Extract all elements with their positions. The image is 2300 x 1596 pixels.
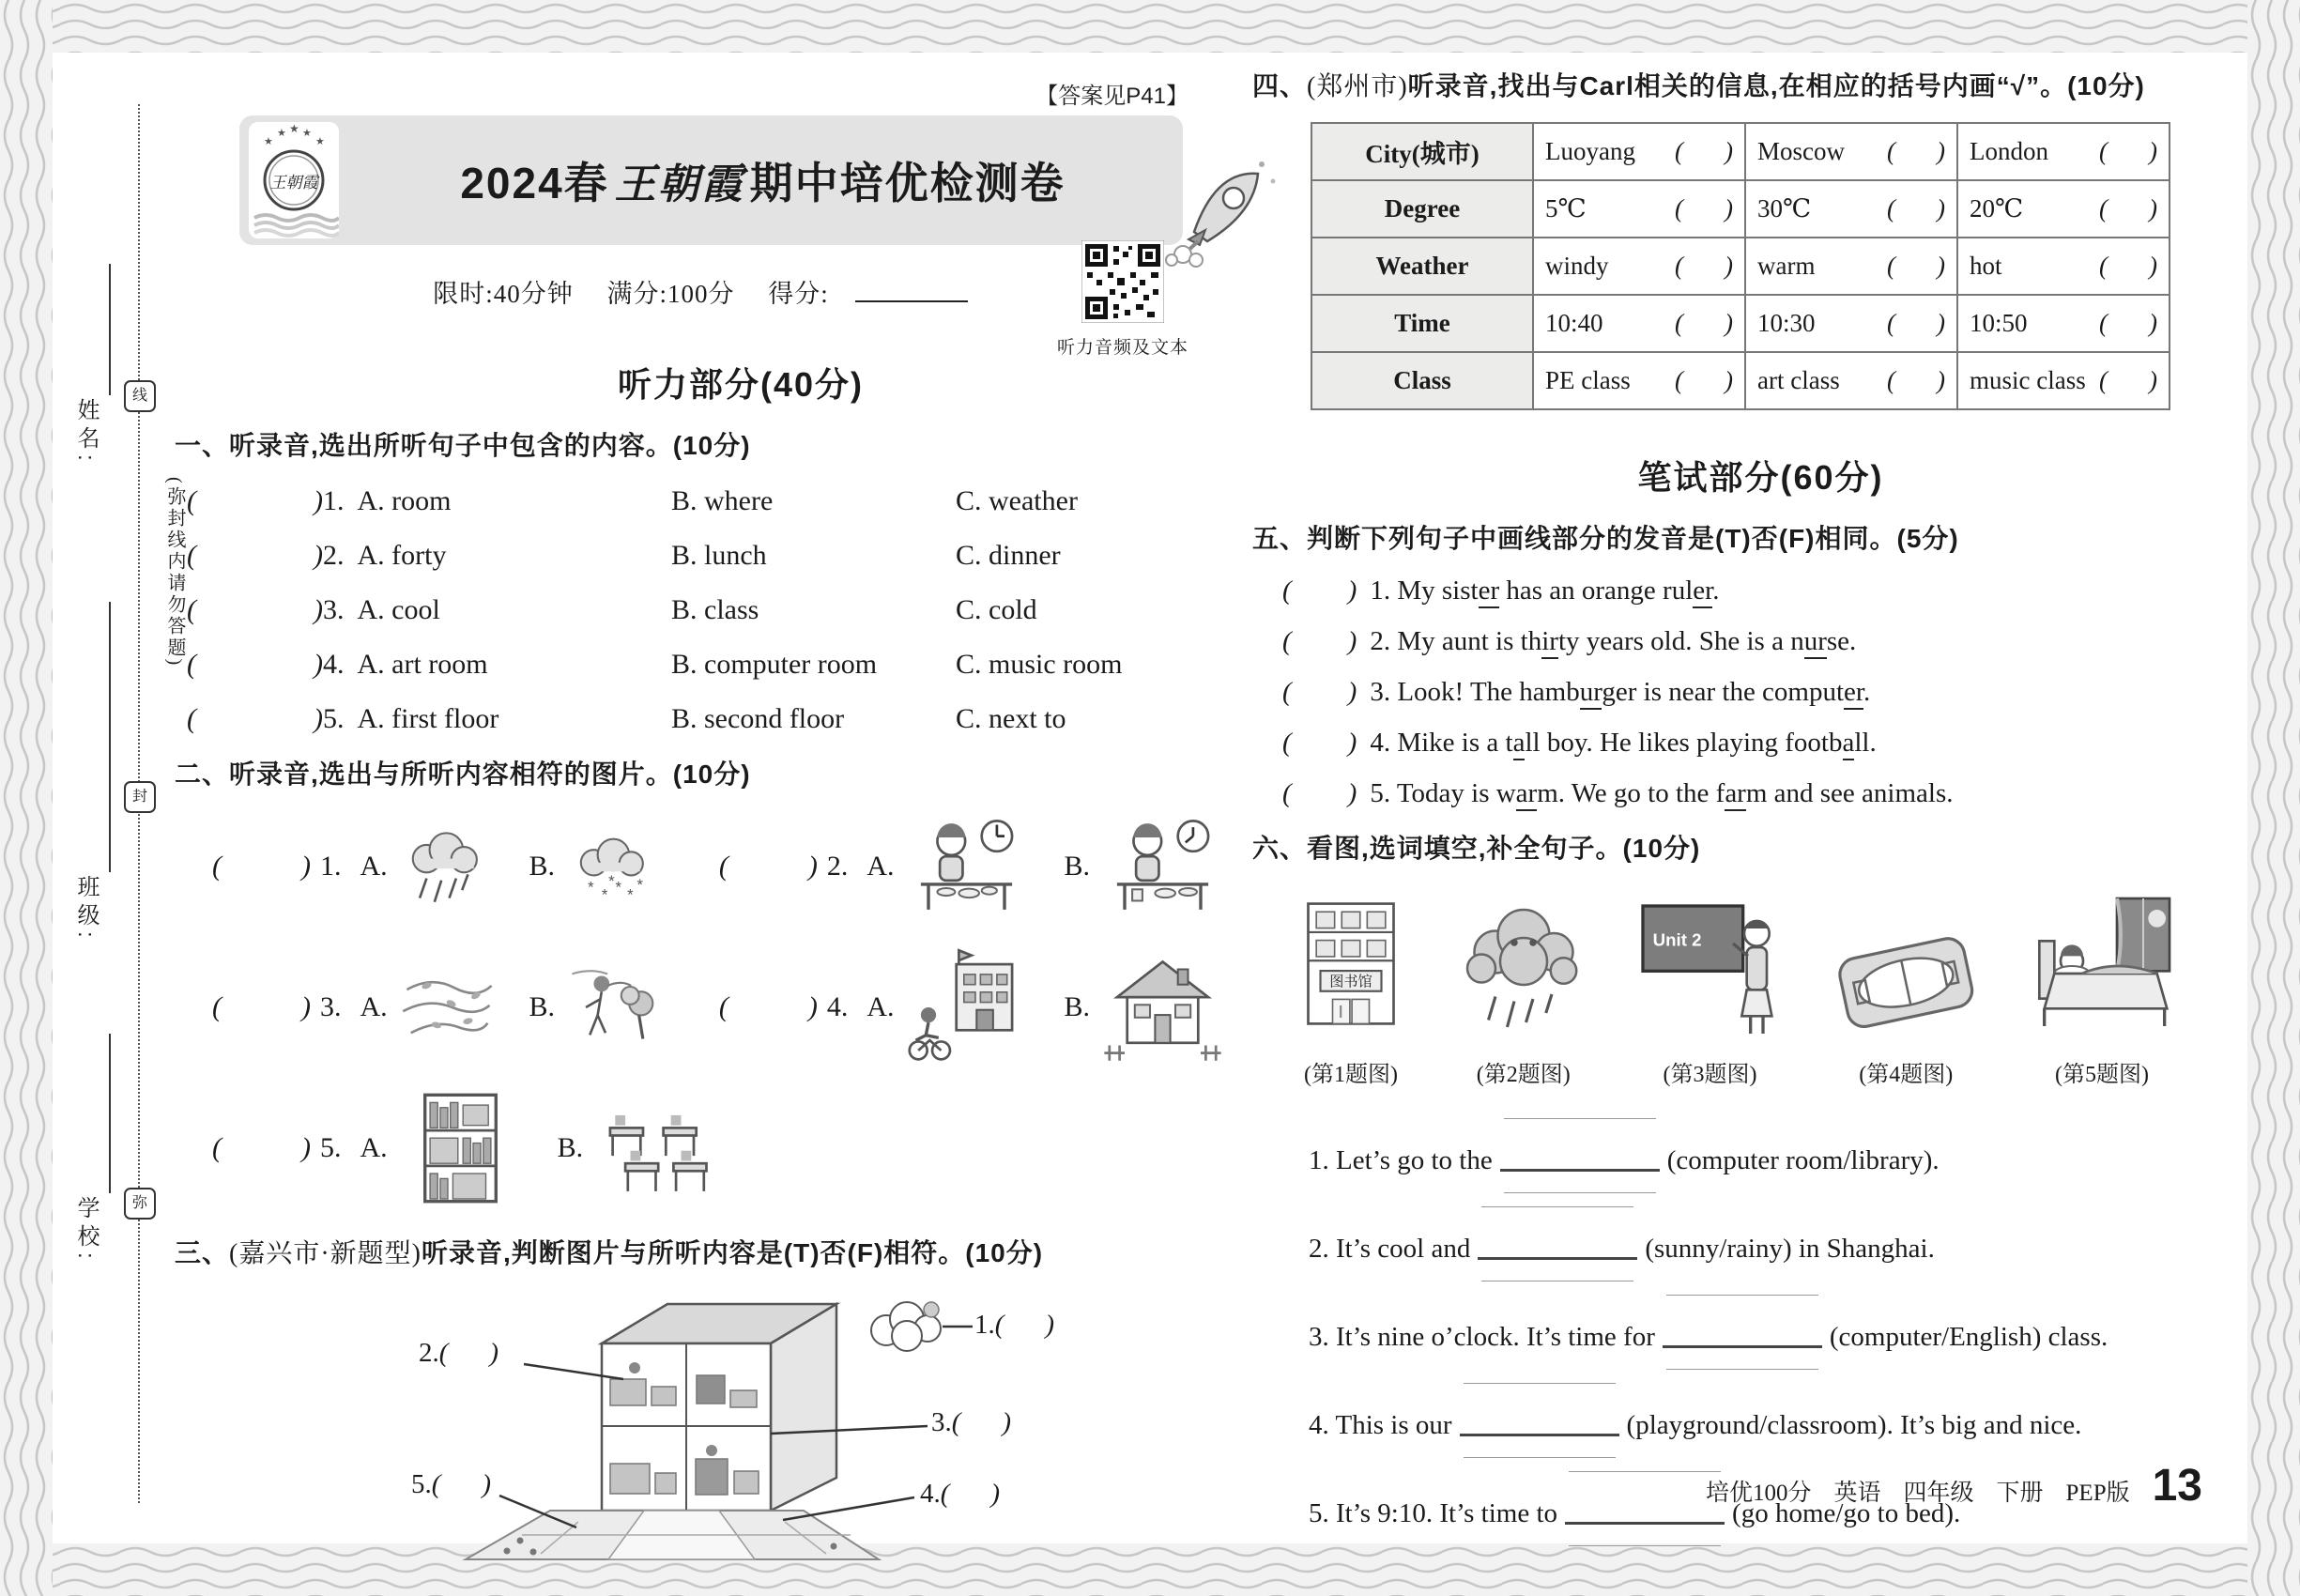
footer-subject: 英语 xyxy=(1833,1481,1881,1506)
library-sign-text: 图书馆 xyxy=(1329,974,1372,990)
sleeping-child-bed-image xyxy=(2027,891,2177,1041)
fill-blank xyxy=(1500,1141,1660,1172)
table-row: Time 10:40 ( ) 10:30 ( ) 10:50 ( ) xyxy=(1311,295,2170,352)
table-row: Degree 5℃ ( ) 30℃ ( ) 20℃ ( ) xyxy=(1311,180,2170,238)
page-footer xyxy=(1683,1460,2202,1512)
brand-logo xyxy=(249,122,339,238)
picture-caption: (第4题图) xyxy=(1859,1063,1954,1087)
option-b: B. lunch xyxy=(671,540,767,571)
full-score: 满分:100分 xyxy=(606,280,735,308)
written-heading: 笔试部分(60分) xyxy=(1637,458,1884,497)
footer-edition: PEP版 xyxy=(2065,1481,2130,1506)
answer-slot: ( ) xyxy=(187,485,323,516)
option-c: C. music room xyxy=(956,649,1123,680)
s2-row-2: ( ) 3. A. B. ( ) 4. A. B. xyxy=(212,942,1226,1073)
answer-slot: ( ) xyxy=(718,851,818,882)
seal-badge-mi: 弥 xyxy=(124,1188,156,1220)
teacher-blackboard-image xyxy=(1635,891,1786,1041)
listening-heading: 听力部分(40分) xyxy=(617,365,865,404)
s6-sentence-2: 2. It’s cool and (sunny/rainy) in Shanghai. xyxy=(1309,1229,2205,1265)
table-row: Class PE class ( ) art class ( ) music class ( ) xyxy=(1311,352,2170,409)
seal-badge-line: 线 xyxy=(124,380,156,412)
footer-grade: 四年级 xyxy=(1903,1481,1974,1506)
option-c: C. weather xyxy=(956,485,1078,516)
title-brand: 王朝霞 xyxy=(614,161,744,207)
school-write-line xyxy=(109,1034,111,1193)
answer-slot: ( ) xyxy=(212,851,311,882)
option-c: C. cold xyxy=(956,594,1037,625)
answer-slot: ( ) xyxy=(187,540,323,571)
picture-caption: (第5题图) xyxy=(2055,1063,2149,1087)
rocket-icon xyxy=(1164,149,1281,271)
rain-cloud-large-image xyxy=(1453,900,1594,1041)
question-source: (嘉兴市·新题型) xyxy=(229,1239,422,1268)
name-write-line xyxy=(109,264,111,395)
underlined-letters: ur xyxy=(1580,677,1602,710)
underlined-letters: ar xyxy=(1725,778,1746,811)
s2-row-3: ( ) 5. A. B. xyxy=(212,1082,1226,1214)
option-b: B. where xyxy=(671,485,774,516)
svg-text:*: * xyxy=(601,885,608,904)
svg-text:*: * xyxy=(636,876,644,895)
s1-row-4: ( ) 4. A. art room B. computer room C. music room xyxy=(187,649,1123,680)
s1-row-1: ( ) 1. A. room B. where C. weather xyxy=(187,485,1078,516)
answer-reference: 【答案见P41】 xyxy=(1035,84,1188,109)
picture-caption: (第3题图) xyxy=(1663,1063,1757,1087)
wangzhaoxia-logo-icon xyxy=(249,122,339,238)
table-row: Weather windy ( ) warm ( ) hot ( ) xyxy=(1311,238,2170,295)
page-number: 13 xyxy=(2152,1461,2202,1511)
s5-item-3: ( ) 3. Look! The hamburger is near the computer. xyxy=(1282,677,2205,708)
answer-slot: ( ) xyxy=(187,703,323,734)
girl-dinner-clock-image xyxy=(1099,801,1226,932)
class-write-line xyxy=(109,602,111,872)
s5-item-1: ( ) 1. My sister has an orange ruler. xyxy=(1282,575,2205,606)
check-slot: ( ) xyxy=(1675,309,1733,337)
row-header: Degree xyxy=(1311,180,1533,238)
check-slot: ( ) xyxy=(1887,194,1945,223)
row-header: City(城市) xyxy=(1311,123,1533,180)
section5-title: 五、判断下列句子中画线部分的发音是(T)否(F)相同。(5分) xyxy=(1252,524,1959,553)
s6-picture-3 xyxy=(1635,891,1786,1088)
section1-title: 一、听录音,选出所听句子中包含的内容。(10分) xyxy=(175,431,751,460)
girl-lunch-clock-image xyxy=(903,801,1030,932)
check-slot: ( ) xyxy=(1887,252,1945,280)
svg-text:*: * xyxy=(615,878,622,897)
svg-text:★: ★ xyxy=(264,136,273,147)
section3-title: 三、(嘉兴市·新题型)听录音,判断图片与所听内容是(T)否(F)相符。(10分) xyxy=(175,1238,1044,1268)
check-slot: ( ) xyxy=(1887,309,1945,337)
picture-caption: (第2题图) xyxy=(1476,1063,1571,1087)
check-slot: ( ) xyxy=(1675,252,1733,280)
blackboard-text: Unit 2 xyxy=(1652,929,1701,950)
answer-slot: ( ) xyxy=(1282,728,1357,758)
option-c: C. dinner xyxy=(956,540,1061,571)
row-header: Class xyxy=(1311,352,1533,409)
answer-slot: ( ) xyxy=(1282,778,1357,808)
s6-sentence-4: 4. This is our (playground/classroom). It’s big and nice. xyxy=(1309,1405,2205,1441)
house-diagram xyxy=(409,1285,1076,1567)
qr-code-icon xyxy=(1081,240,1164,323)
s6-picture-4 xyxy=(1826,910,1986,1088)
check-slot: ( ) xyxy=(1887,366,1945,394)
windy-person-tree-image xyxy=(564,942,663,1073)
section2-title: 二、听录音,选出与所听内容相符的图片。(10分) xyxy=(175,760,751,789)
time-limit: 限时:40分钟 xyxy=(433,280,574,308)
house-callout-4: 4. ( ) xyxy=(920,1479,1001,1509)
school-label: 学校: xyxy=(73,1196,99,1265)
seal-note: (弥封线内请勿答题) xyxy=(164,477,185,668)
underlined-letters: er xyxy=(1844,677,1863,710)
score-blank xyxy=(855,278,968,302)
qr-caption: 听力音频及文本 xyxy=(1056,338,1188,358)
svg-text:★: ★ xyxy=(289,122,299,135)
check-slot: ( ) xyxy=(2099,252,2157,280)
answer-slot: ( ) xyxy=(187,649,323,680)
paper-title xyxy=(361,115,1164,245)
option-b: B. second floor xyxy=(671,703,845,734)
section6-title: 六、看图,选词填空,补全句子。(10分) xyxy=(1252,834,1701,863)
check-slot: ( ) xyxy=(1887,137,1945,165)
s6-picture-2 xyxy=(1453,900,1594,1088)
logo-brand-text: 王朝霞 xyxy=(269,174,318,192)
exam-page xyxy=(53,53,2247,1543)
s5-item-4: ( ) 4. Mike is a tall boy. He likes playing football. xyxy=(1282,728,2205,759)
s1-row-3: ( ) 3. A. cool B. class C. cold xyxy=(187,594,1037,625)
svg-text:*: * xyxy=(608,871,615,890)
wave-border-top xyxy=(0,0,2300,53)
title-suffix: 期中培优检测卷 xyxy=(749,159,1066,207)
check-slot: ( ) xyxy=(1675,366,1733,394)
check-slot: ( ) xyxy=(2099,194,2157,223)
underlined-letters: er xyxy=(1693,575,1712,608)
s6-sentence-5: 5. It’s 9:10. It’s time to (go home/go to bed). xyxy=(1309,1494,2205,1529)
underlined-letters: a xyxy=(1513,728,1526,760)
rain-cloud-image xyxy=(397,801,496,932)
seal-badge-feng: 封 xyxy=(124,781,156,813)
answer-slot: ( ) xyxy=(1282,575,1357,606)
s6-picture-row xyxy=(1290,886,2177,1088)
svg-text:★: ★ xyxy=(315,136,325,147)
bookshelf-image xyxy=(397,1082,524,1214)
option-a: A. first floor xyxy=(357,703,499,734)
fill-blank xyxy=(1478,1229,1637,1260)
option-a: A. room xyxy=(357,485,452,516)
underlined-letters: ar xyxy=(1516,778,1538,811)
s1-row-2: ( ) 2. A. forty B. lunch C. dinner xyxy=(187,540,1061,571)
underlined-letters: er xyxy=(1479,575,1500,608)
house-callout-1: 1. ( ) xyxy=(974,1310,1055,1340)
snow-cloud-image xyxy=(564,801,663,932)
answer-slot: ( ) xyxy=(212,1132,311,1163)
house-callout-5: 5. ( ) xyxy=(411,1469,492,1499)
answer-slot: ( ) xyxy=(718,991,818,1022)
underlined-letters: a xyxy=(1843,728,1855,760)
playground-field-image xyxy=(1826,910,1986,1041)
footer-volume: 下册 xyxy=(1996,1481,2044,1506)
check-slot: ( ) xyxy=(1675,194,1733,223)
s5-item-5: ( ) 5. Today is warm. We go to the farm and see animals. xyxy=(1282,778,2205,809)
library-building-image xyxy=(1290,886,1412,1041)
s6-sentence-1: 1. Let’s go to the (computer room/library). xyxy=(1309,1141,2205,1176)
check-slot: ( ) xyxy=(2099,309,2157,337)
option-a: A. forty xyxy=(357,540,447,571)
check-slot: ( ) xyxy=(1675,137,1733,165)
question-source: (郑州市) xyxy=(1307,72,1408,101)
school-building-bike-image xyxy=(903,942,1030,1073)
footer-series: 培优100分 xyxy=(1705,1481,1812,1506)
answer-slot: ( ) xyxy=(1282,626,1357,656)
s2-row-1: ( ) 1. A. B. * * * * * * ( ) 2. A. B. xyxy=(212,801,1226,932)
s1-row-5: ( ) 5. A. first floor B. second floor C. next to xyxy=(187,703,1066,734)
right-column xyxy=(1252,53,2205,1529)
row-header: Time xyxy=(1311,295,1533,352)
svg-text:★: ★ xyxy=(277,128,286,139)
svg-text:*: * xyxy=(627,885,634,904)
windy-leaves-image xyxy=(397,942,496,1073)
answer-slot: ( ) xyxy=(187,594,323,625)
wave-border-left xyxy=(0,0,53,1596)
check-slot: ( ) xyxy=(2099,366,2157,394)
carl-info-table xyxy=(1311,122,2170,410)
option-c: C. next to xyxy=(956,703,1066,734)
left-column xyxy=(175,53,1226,1567)
underlined-letters: ur xyxy=(1804,626,1827,659)
option-a: A. cool xyxy=(357,594,440,625)
title-band xyxy=(239,115,1183,245)
underlined-letters: ir xyxy=(1541,626,1558,659)
wave-border-right xyxy=(2247,0,2300,1596)
answer-slot: ( ) xyxy=(212,991,311,1022)
fill-blank xyxy=(1460,1405,1619,1436)
s5-item-2: ( ) 2. My aunt is thirty years old. She is a nurse. xyxy=(1282,626,2205,657)
answer-slot: ( ) xyxy=(1282,677,1357,707)
section4-title: 四、(郑州市)听录音,找出与Carl相关的信息,在相应的括号内画“√”。(10分) xyxy=(1252,71,2145,101)
option-a: A. art room xyxy=(357,649,488,680)
house-front-image xyxy=(1099,942,1226,1073)
s6-picture-1 xyxy=(1290,886,1412,1088)
option-b: B. computer room xyxy=(671,649,878,680)
row-header: Weather xyxy=(1311,238,1533,295)
house-callout-3: 3. ( ) xyxy=(931,1407,1012,1437)
svg-text:★: ★ xyxy=(302,128,312,139)
s6-sentence-3: 3. It’s nine o’clock. It’s time for (computer/English) class. xyxy=(1309,1317,2205,1353)
name-label: 姓名: xyxy=(73,398,99,467)
table-row: City(城市) Luoyang ( ) Moscow ( ) London ( ) xyxy=(1311,123,2170,180)
classroom-desks-image xyxy=(592,1082,719,1214)
title-prefix: 2024春 xyxy=(460,159,609,207)
picture-caption: (第1题图) xyxy=(1304,1063,1398,1087)
fill-blank xyxy=(1663,1317,1822,1348)
score-label: 得分: xyxy=(768,280,829,308)
option-b: B. class xyxy=(671,594,759,625)
house-callout-2: 2. ( ) xyxy=(419,1338,499,1368)
svg-text:*: * xyxy=(588,878,594,897)
s6-picture-5 xyxy=(2027,891,2177,1088)
check-slot: ( ) xyxy=(2099,137,2157,165)
class-label: 班级: xyxy=(73,875,99,944)
